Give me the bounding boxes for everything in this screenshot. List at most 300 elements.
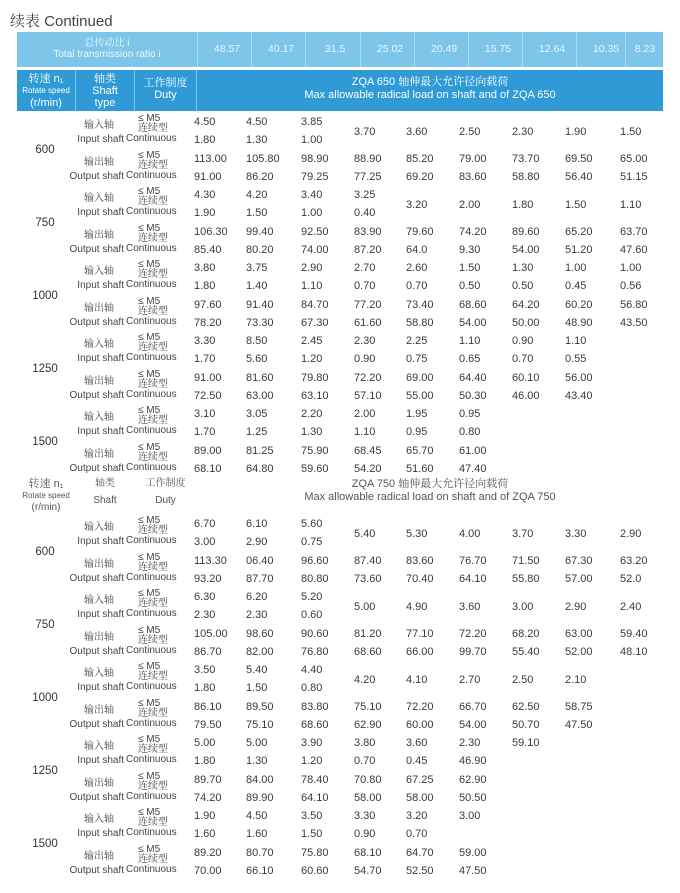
table-cell: 5.20 (301, 591, 323, 603)
table-cell: 3.60 (406, 737, 428, 749)
table-cell: 1.90 (194, 207, 216, 220)
table-cell: 2.45 (301, 335, 323, 347)
table-cell: 70.40 (406, 572, 434, 585)
table-cell: 99.40 (246, 225, 274, 238)
shaft-label-en: Output shaft (69, 864, 124, 876)
duty-m5: ≤ M5 (138, 624, 161, 636)
duty-cont-zh: 连续型 (138, 378, 168, 390)
duty-m5: ≤ M5 (138, 661, 161, 672)
table-cell: 60.10 (512, 371, 540, 384)
table-cell: 3.70 (512, 528, 534, 541)
table-cell: 86.20 (246, 170, 274, 183)
table-cell: 0.56 (620, 280, 642, 293)
table-cell: 91.40 (246, 298, 274, 311)
table-cell: 63.20 (620, 554, 648, 567)
table-cell: 51.60 (406, 462, 434, 475)
table-cell: 75.10 (354, 700, 382, 713)
section2-title (197, 478, 663, 504)
table-cell: 59.00 (459, 846, 487, 859)
speed-value: 1250 (32, 765, 58, 778)
table-cell: 71.50 (512, 554, 540, 567)
table-cell: 2.90 (565, 601, 587, 614)
section1-title-en: Max allowable radical load on shaft and of ZQA 650 (304, 89, 556, 101)
table-cell: 54.20 (354, 462, 382, 475)
table-cell: 0.70 (512, 353, 534, 366)
table-cell: 67.30 (565, 554, 593, 567)
speed-header-2-zh: 转速 n₁ (28, 478, 64, 490)
duty-cont-en: Continuous (126, 827, 177, 838)
duty-m5: ≤ M5 (138, 734, 161, 745)
shaft-label-en: Input shaft (77, 755, 124, 767)
table-cell: 47.60 (620, 243, 648, 256)
table-cell: 4.50 (246, 116, 268, 128)
table-cell: 65.20 (565, 225, 593, 238)
table-cell: 56.00 (565, 371, 593, 384)
shaft-label-zh: 输出轴 (84, 558, 114, 570)
table-cell: 70.00 (194, 864, 222, 877)
table-cell: 68.10 (354, 846, 382, 859)
duty-cont-en: Continuous (126, 863, 177, 875)
speed-value: 1500 (32, 436, 58, 449)
table-cell: 1.00 (301, 207, 323, 220)
table-cell: 52.00 (565, 645, 593, 658)
ratio-value: 48.57 (197, 32, 256, 67)
duty-cont-zh: 连续型 (138, 415, 168, 426)
duty-cont-en: Continuous (126, 681, 177, 692)
table-cell: 57.00 (565, 572, 593, 585)
shaft-label-zh: 输入轴 (84, 595, 114, 606)
table-cell: 3.20 (406, 810, 428, 822)
table-cell: 2.50 (512, 674, 534, 687)
table-cell: 2.25 (406, 335, 428, 347)
table-cell: 61.00 (459, 444, 487, 457)
ratio-row (17, 32, 663, 67)
table-cell: 105.80 (246, 152, 280, 165)
table-cell: 93.20 (194, 572, 222, 585)
shaft-label-en: Input shaft (77, 536, 124, 548)
table-cell: 88.90 (354, 152, 382, 165)
table-cell: 106.30 (194, 225, 228, 238)
section2-title-zh: ZQA 750 轴伸最大允许径向载荷 (351, 478, 509, 490)
table-cell: 0.80 (301, 682, 323, 695)
table-cell: 3.40 (301, 189, 323, 201)
table-cell: 60.20 (565, 298, 593, 311)
table-cell: 0.40 (354, 207, 376, 220)
table-cell: 1.50 (301, 828, 323, 841)
shaft-label-zh: 输出轴 (84, 631, 114, 643)
shaft-label-en: Input shaft (77, 280, 124, 292)
table-cell: 5.00 (246, 737, 268, 749)
table-cell: 1.10 (565, 335, 587, 347)
table-cell: 63.00 (246, 389, 274, 402)
table-cell: 68.45 (354, 444, 382, 457)
table-cell: 69.50 (565, 152, 593, 165)
table-cell: 1.60 (246, 828, 268, 841)
ratio-value: 20.49 (414, 32, 473, 67)
table-cell: 77.20 (354, 298, 382, 311)
shaft-label-en: Input shaft (77, 134, 124, 146)
ratio-value: 40.17 (251, 32, 310, 67)
table-cell: 0.95 (459, 408, 481, 420)
duty-cont-zh: 连续型 (138, 744, 168, 755)
table-cell: 72.20 (406, 700, 434, 713)
table-cell: 55.80 (512, 572, 540, 585)
table-cell: 91.00 (194, 170, 222, 183)
duty-label (126, 370, 184, 400)
table-cell: 54.00 (512, 243, 540, 256)
duty-cont-en: Continuous (126, 206, 177, 217)
table-cell: 73.60 (354, 572, 382, 585)
table-cell: 1.30 (512, 262, 534, 274)
table-cell: 105.00 (194, 627, 228, 640)
table-cell: 64.20 (512, 298, 540, 311)
table-cell: 97.60 (194, 298, 222, 311)
duty-m5: ≤ M5 (138, 843, 161, 855)
duty-m5: ≤ M5 (138, 405, 161, 416)
table-cell: 0.70 (406, 828, 428, 841)
table-cell: 2.90 (246, 536, 268, 549)
table-cell: 55.40 (512, 645, 540, 658)
table-cell: 79.50 (194, 718, 222, 731)
ratio-value: 31.5 (305, 32, 364, 67)
duty-cont-en: Continuous (126, 133, 177, 144)
shaft-label-zh: 输出轴 (84, 704, 114, 716)
table-cell: 64.40 (459, 371, 487, 384)
table-cell: 68.10 (194, 462, 222, 475)
table-cell: 98.90 (301, 152, 329, 165)
table-cell: 1.30 (301, 426, 323, 439)
table-cell: 1.50 (246, 682, 268, 695)
table-cell: 92.50 (301, 225, 329, 238)
shaft-header-en: Shaft (92, 85, 118, 97)
table-cell: 1.10 (301, 280, 323, 293)
table-cell: 54.70 (354, 864, 382, 877)
page-title: 续表 Continued (10, 13, 113, 30)
table-cell: 63.10 (301, 389, 329, 402)
table-cell: 3.70 (354, 126, 376, 139)
duty-header-2-en: Duty (155, 495, 176, 506)
table-cell: 75.80 (301, 846, 329, 859)
table-cell: 58.80 (512, 170, 540, 183)
table-cell: 72.20 (354, 371, 382, 384)
table-cell: 3.90 (301, 737, 323, 749)
duty-cont-zh: 连续型 (138, 342, 168, 353)
table-cell: 5.30 (406, 528, 428, 541)
shaft-header-zh: 轴类 (94, 73, 116, 85)
table-cell: 5.00 (354, 601, 376, 614)
table-cell: 89.50 (246, 700, 274, 713)
table-cell: 4.00 (459, 528, 481, 541)
table-cell: 58.80 (406, 316, 434, 329)
table-cell: 50.00 (512, 316, 540, 329)
shaft-label-en: Input shaft (77, 609, 124, 621)
duty-label (126, 626, 184, 656)
table-cell: 65.70 (406, 444, 434, 457)
table-cell: 62.90 (354, 718, 382, 731)
table-cell: 79.00 (459, 152, 487, 165)
table-cell: 61.60 (354, 316, 382, 329)
table-cell: 4.20 (246, 189, 268, 201)
duty-label (126, 735, 184, 765)
duty-cont-zh: 连续型 (138, 707, 168, 719)
duty-cont-en: Continuous (126, 461, 177, 473)
table-cell: 5.60 (246, 353, 268, 366)
table-cell: 89.90 (246, 791, 274, 804)
table-cell: 84.00 (246, 773, 274, 786)
ratio-value: 12.64 (522, 32, 581, 67)
speed-header-en: Rotate speed (22, 86, 70, 95)
table-cell: 87.70 (246, 572, 274, 585)
table-cell: 78.40 (301, 773, 329, 786)
table-cell: 64.0 (406, 243, 428, 256)
table-cell: 1.50 (565, 199, 587, 212)
shaft-label-zh: 输出轴 (84, 777, 114, 789)
table-cell: 1.30 (246, 134, 268, 147)
table-cell: 96.60 (301, 554, 329, 567)
table-cell: 1.70 (194, 426, 216, 439)
table-cell: 2.10 (565, 674, 587, 687)
table-cell: 0.90 (512, 335, 534, 347)
table-cell: 0.95 (406, 426, 428, 439)
table-cell: 1.80 (512, 199, 534, 212)
table-cell: 3.80 (354, 737, 376, 749)
duty-m5: ≤ M5 (138, 113, 161, 124)
table-cell: 83.90 (354, 225, 382, 238)
table-cell: 3.05 (246, 408, 268, 420)
table-cell: 89.00 (194, 444, 222, 457)
ratio-label (17, 32, 197, 67)
table-cell: 2.30 (512, 126, 534, 139)
table-cell: 80.20 (246, 243, 274, 256)
table-cell: 64.80 (246, 462, 274, 475)
speed-value: 600 (35, 144, 55, 157)
table-cell: 1.50 (246, 207, 268, 220)
section1-title-zh: ZQA 650 轴伸最大允许径向载荷 (351, 76, 509, 88)
table-cell: 73.70 (512, 152, 540, 165)
table-cell: 59.60 (301, 462, 329, 475)
shaft-label-en: Output shaft (69, 791, 124, 803)
table-cell: 3.50 (194, 664, 216, 676)
duty-header-en: Duty (154, 89, 177, 101)
table-cell: 84.70 (301, 298, 329, 311)
table-cell: 1.40 (246, 280, 268, 293)
shaft-header-2 (76, 478, 134, 507)
table-cell: 79.80 (301, 371, 329, 384)
table-cell: 0.45 (406, 755, 428, 768)
duty-label (126, 406, 184, 436)
shaft-label-zh: 输入轴 (84, 193, 114, 204)
speed-value: 1250 (32, 363, 58, 376)
duty-label (126, 443, 184, 473)
table-cell: 2.90 (620, 528, 642, 541)
table-cell: 2.00 (354, 408, 376, 420)
table-cell: 81.60 (246, 371, 274, 384)
shaft-header-en2: type (94, 97, 116, 109)
table-cell: 98.60 (246, 627, 274, 640)
table-cell: 4.90 (406, 601, 428, 614)
table-cell: 0.70 (354, 280, 376, 293)
table-cell: 58.00 (406, 791, 434, 804)
table-cell: 2.30 (354, 335, 376, 347)
ratio-value: 8.23 (625, 32, 664, 67)
table-cell: 0.65 (459, 353, 481, 366)
table-cell: 3.00 (194, 536, 216, 549)
table-cell: 43.40 (565, 389, 593, 402)
table-cell: 4.50 (194, 116, 216, 128)
table-cell: 1.00 (301, 134, 323, 147)
shaft-label-zh: 输出轴 (84, 229, 114, 241)
duty-cont-zh: 连续型 (138, 634, 168, 646)
table-cell: 52.0 (620, 572, 642, 585)
table-cell: 48.10 (620, 645, 648, 658)
duty-label (126, 114, 184, 144)
duty-cont-en: Continuous (126, 315, 177, 327)
table-cell: 89.20 (194, 846, 222, 859)
table-cell: 1.25 (246, 426, 268, 439)
speed-value: 600 (35, 546, 55, 559)
table-cell: 86.10 (194, 700, 222, 713)
table-cell: 3.60 (459, 601, 481, 614)
ratio-label-zh: 总传动比 i (84, 38, 130, 49)
table-cell: 64.70 (406, 846, 434, 859)
table-cell: 0.55 (565, 353, 587, 366)
table-cell: 1.20 (301, 353, 323, 366)
table-cell: 1.50 (620, 126, 642, 139)
table-cell: 1.80 (194, 280, 216, 293)
table-cell: 46.00 (512, 389, 540, 402)
table-cell: 3.20 (406, 199, 428, 212)
table-cell: 72.50 (194, 389, 222, 402)
table-cell: 78.20 (194, 316, 222, 329)
table-cell: 3.50 (301, 810, 323, 822)
table-cell: 58.00 (354, 791, 382, 804)
table-cell: 66.00 (406, 645, 434, 658)
duty-m5: ≤ M5 (138, 222, 161, 234)
table-cell: 50.70 (512, 718, 540, 731)
table-cell: 1.80 (194, 134, 216, 147)
duty-m5: ≤ M5 (138, 697, 161, 709)
duty-label (126, 297, 184, 327)
shaft-label-en: Input shaft (77, 353, 124, 365)
table-cell: 72.20 (459, 627, 487, 640)
duty-m5: ≤ M5 (138, 295, 161, 307)
table-cell: 4.20 (354, 674, 376, 687)
table-cell: 2.90 (301, 262, 323, 274)
table-cell: 50.50 (459, 791, 487, 804)
shaft-header-2-en: Shaft (93, 495, 117, 506)
table-cell: 64.10 (301, 791, 329, 804)
table-cell: 6.10 (246, 518, 268, 530)
table-cell: 54.00 (459, 316, 487, 329)
duty-m5: ≤ M5 (138, 149, 161, 161)
shaft-label-en: Output shaft (69, 462, 124, 474)
table-cell: 5.40 (246, 664, 268, 676)
table-cell: 1.80 (194, 682, 216, 695)
shaft-label-zh: 输出轴 (84, 302, 114, 314)
table-cell: 68.20 (512, 627, 540, 640)
duty-m5: ≤ M5 (138, 186, 161, 197)
duty-m5: ≤ M5 (138, 807, 161, 818)
shaft-label-zh: 输入轴 (84, 266, 114, 277)
table-cell: 1.70 (194, 353, 216, 366)
duty-header-2-zh: 工作制度 (145, 478, 186, 489)
table-cell: 48.90 (565, 316, 593, 329)
table-cell: 89.60 (512, 225, 540, 238)
table-cell: 62.90 (459, 773, 487, 786)
table-cell: 2.50 (459, 126, 481, 139)
speed-header (17, 70, 76, 111)
table-cell: 67.25 (406, 773, 434, 786)
table-cell: 66.70 (459, 700, 487, 713)
duty-cont-zh: 连续型 (138, 232, 168, 244)
table-cell: 1.30 (246, 755, 268, 768)
table-cell: 75.10 (246, 718, 274, 731)
table-cell: 6.30 (194, 591, 216, 603)
table-cell: 51.20 (565, 243, 593, 256)
table-cell: 85.40 (194, 243, 222, 256)
table-cell: 1.10 (459, 335, 481, 347)
table-cell: 76.70 (459, 554, 487, 567)
table-cell: 1.00 (620, 262, 642, 274)
ratio-value: 25.02 (360, 32, 419, 67)
table-cell: 1.00 (565, 262, 587, 274)
table-cell: 56.40 (565, 170, 593, 183)
table-cell: 1.60 (194, 828, 216, 841)
table-cell: 2.70 (354, 262, 376, 274)
table-cell: 62.50 (512, 700, 540, 713)
table-cell: 59.10 (512, 737, 540, 749)
duty-cont-en: Continuous (126, 388, 177, 400)
duty-cont-en: Continuous (126, 169, 177, 181)
table-cell: 55.00 (406, 389, 434, 402)
table-cell: 89.70 (194, 773, 222, 786)
table-cell: 113.30 (194, 554, 227, 567)
table-cell: 69.00 (406, 371, 434, 384)
shaft-label-en: Output shaft (69, 243, 124, 255)
duty-label (126, 224, 184, 254)
duty-m5: ≤ M5 (138, 441, 161, 453)
shaft-label-zh: 输出轴 (84, 850, 114, 862)
table-cell: 64.10 (459, 572, 487, 585)
table-cell: 4.40 (301, 664, 323, 676)
duty-cont-en: Continuous (126, 279, 177, 290)
duty-header-2 (135, 478, 196, 507)
duty-label (126, 187, 184, 217)
table-cell: 1.80 (194, 755, 216, 768)
duty-cont-zh: 连续型 (138, 817, 168, 828)
table-cell: 54.00 (459, 718, 487, 731)
duty-cont-en: Continuous (126, 608, 177, 619)
duty-m5: ≤ M5 (138, 515, 161, 526)
table-cell: 4.10 (406, 674, 428, 687)
table-cell: 43.50 (620, 316, 648, 329)
table-cell: 2.70 (459, 674, 481, 687)
table-cell: 1.10 (354, 426, 376, 439)
ratio-value: 10.35 (576, 32, 635, 67)
table-cell: 4.30 (194, 189, 216, 201)
table-cell: 83.60 (406, 554, 434, 567)
speed-value: 1000 (32, 692, 58, 705)
section1-title (197, 70, 663, 111)
speed-header-2-en: Rotate speed (22, 491, 70, 500)
table-cell: 0.50 (459, 280, 481, 293)
duty-cont-en: Continuous (126, 644, 177, 656)
table-cell: 113.00 (194, 152, 227, 165)
table-cell: 1.95 (406, 408, 428, 420)
table-cell: 1.90 (565, 126, 587, 139)
duty-label (126, 333, 184, 363)
table-cell: 06.40 (246, 554, 274, 567)
